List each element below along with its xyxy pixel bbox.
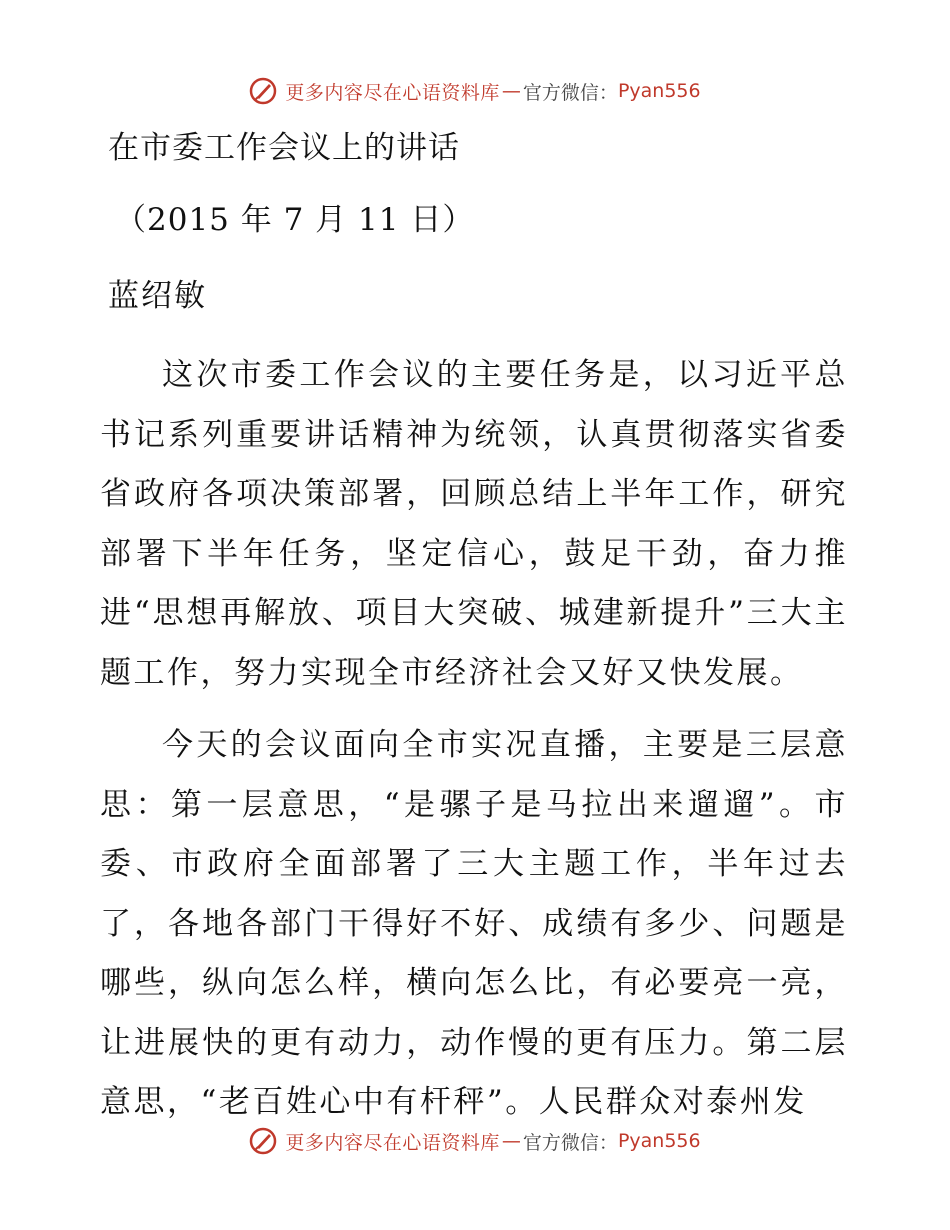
watermark-text: 更多内容尽在心语资料库 bbox=[285, 81, 500, 104]
quill-logo-icon bbox=[249, 1127, 277, 1155]
watermark-official-label: 官方微信： bbox=[522, 1131, 618, 1154]
quill-logo-icon bbox=[249, 77, 277, 105]
document-body bbox=[100, 346, 848, 1133]
watermark-wechat-id: Pyan556 bbox=[617, 80, 701, 102]
watermark-footer bbox=[0, 1121, 950, 1161]
watermark-dash: — bbox=[501, 80, 521, 102]
paragraph-1: 这次市委工作会议的主要任务是，以习近平总书记系列重要讲话精神为统领，认真贯彻落实省委省政府各项决策部署，回顾总结上半年工作，研究部署下半年任务，坚定信心，鼓足干劲，奋力推进“思想再解放、项目大突破、城建新提升”三大主题工作，努力实现全市经济社会又好又快发展。 bbox=[100, 357, 848, 691]
watermark-official-label: 官方微信： bbox=[522, 81, 618, 104]
document-title: 在市委工作会议上的讲话 bbox=[108, 130, 460, 166]
document-date: （2015 年 7 月 11 日） bbox=[115, 202, 475, 238]
watermark-text: 更多内容尽在心语资料库 bbox=[285, 1131, 500, 1154]
watermark-wechat-id: Pyan556 bbox=[617, 1130, 701, 1152]
watermark-header bbox=[0, 71, 950, 111]
paragraph-2: 今天的会议面向全市实况直播，主要是三层意思：第一层意思，“是骡子是马拉出来遛遛”。市委、市政府全面部署了三大主题工作，半年过去了，各地各部门干得好不好、成绩有多少、问题是哪些，纵向怎么样，横向怎么比，有必要亮一亮，让进展快的更有动力，动作慢的更有压力。第二层意思，“老百姓心中有杆秤”。人民群众对泰州发 bbox=[100, 727, 848, 1120]
document-author: 蓝绍敏 bbox=[108, 278, 207, 314]
watermark-dash: — bbox=[501, 1130, 521, 1152]
